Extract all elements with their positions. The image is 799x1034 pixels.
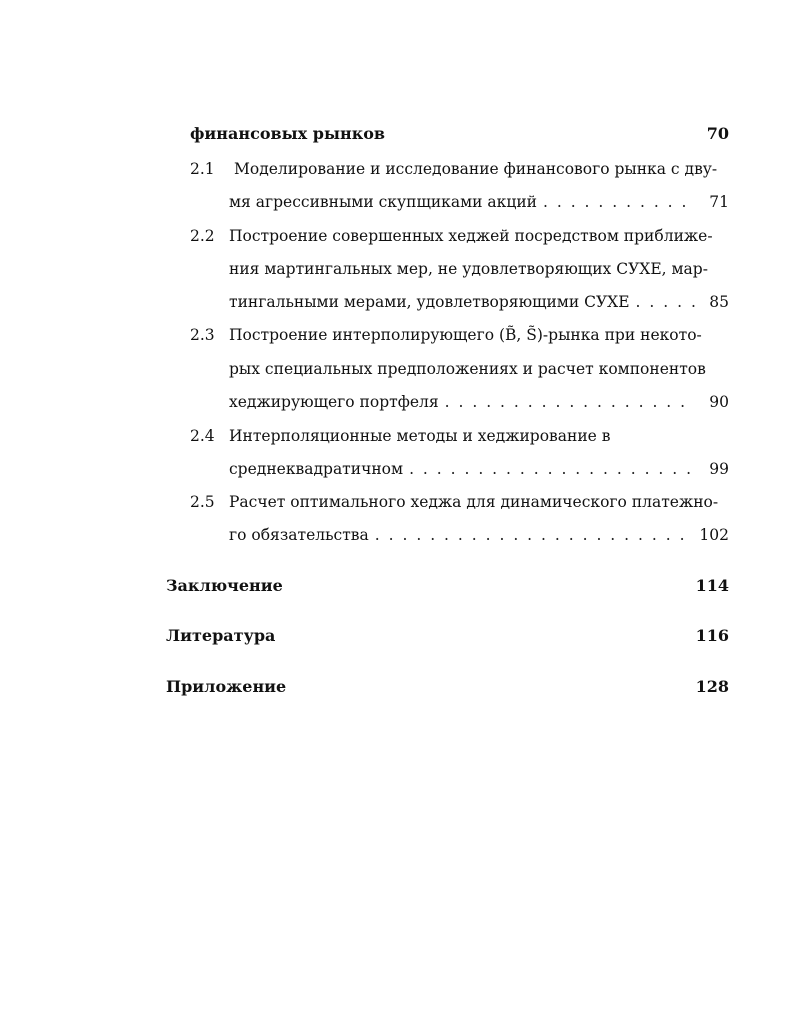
chapter-title: Заключение	[166, 576, 283, 595]
dot-leader	[543, 192, 695, 212]
section-title-line: го обязательства	[229, 526, 369, 544]
chapter-title-tail: финансовых рынков	[190, 124, 386, 143]
section-title-line: хеджирующего портфеля	[229, 393, 439, 411]
chapter-page-number: 116	[695, 626, 729, 645]
chapter-page-number: 128	[695, 677, 729, 696]
chapter-title: Приложение	[166, 677, 287, 696]
section-page-number: 71	[709, 193, 729, 211]
section-leader-row	[229, 292, 729, 312]
dot-leader	[409, 459, 695, 479]
section-title-line: среднеквадратичном	[229, 460, 404, 478]
chapter-title: Литература	[166, 626, 276, 645]
section-number: 2.2	[190, 227, 215, 245]
section-title-line: рых специальных предположениях и расчет компонентов	[229, 360, 706, 378]
section-title-line: Моделирование и исследование финансового рынка с дву-	[234, 160, 718, 178]
section-title-line: ния мартингальных мер, не удовлетворяющих СУХЕ, мар-	[229, 260, 708, 278]
section-number: 2.5	[190, 493, 215, 511]
dot-leader	[375, 525, 694, 545]
section-page-number: 90	[709, 393, 729, 411]
section-leader-row	[229, 392, 729, 412]
section-leader-row	[229, 192, 729, 212]
chapter-page-number: 114	[695, 576, 729, 595]
section-title-line: Расчет оптимального хеджа для динамического платежно-	[229, 493, 719, 511]
section-title-line: Построение совершенных хеджей посредством приближе-	[229, 227, 713, 245]
section-page-number: 99	[709, 460, 729, 478]
section-page-number: 85	[709, 293, 729, 311]
dot-leader	[445, 392, 695, 412]
section-number: 2.3	[190, 326, 215, 344]
chapter-page-number: 70	[706, 124, 729, 143]
dot-leader	[636, 292, 695, 312]
section-title-line: Интерполяционные методы и хеджирование в	[229, 427, 611, 445]
section-number: 2.4	[190, 427, 215, 445]
section-number: 2.1	[190, 160, 215, 178]
section-page-number: 102	[699, 526, 729, 544]
section-title-line: Построение интерполирующего (B̃, S̃)-рынка при некото-	[229, 326, 702, 344]
section-title-line: мя агрессивными скупщиками акций	[229, 193, 537, 211]
section-title-line: тингальными мерами, удовлетворяющими СУХЕ	[229, 293, 630, 311]
section-leader-row	[229, 459, 729, 479]
section-leader-row	[229, 525, 729, 545]
